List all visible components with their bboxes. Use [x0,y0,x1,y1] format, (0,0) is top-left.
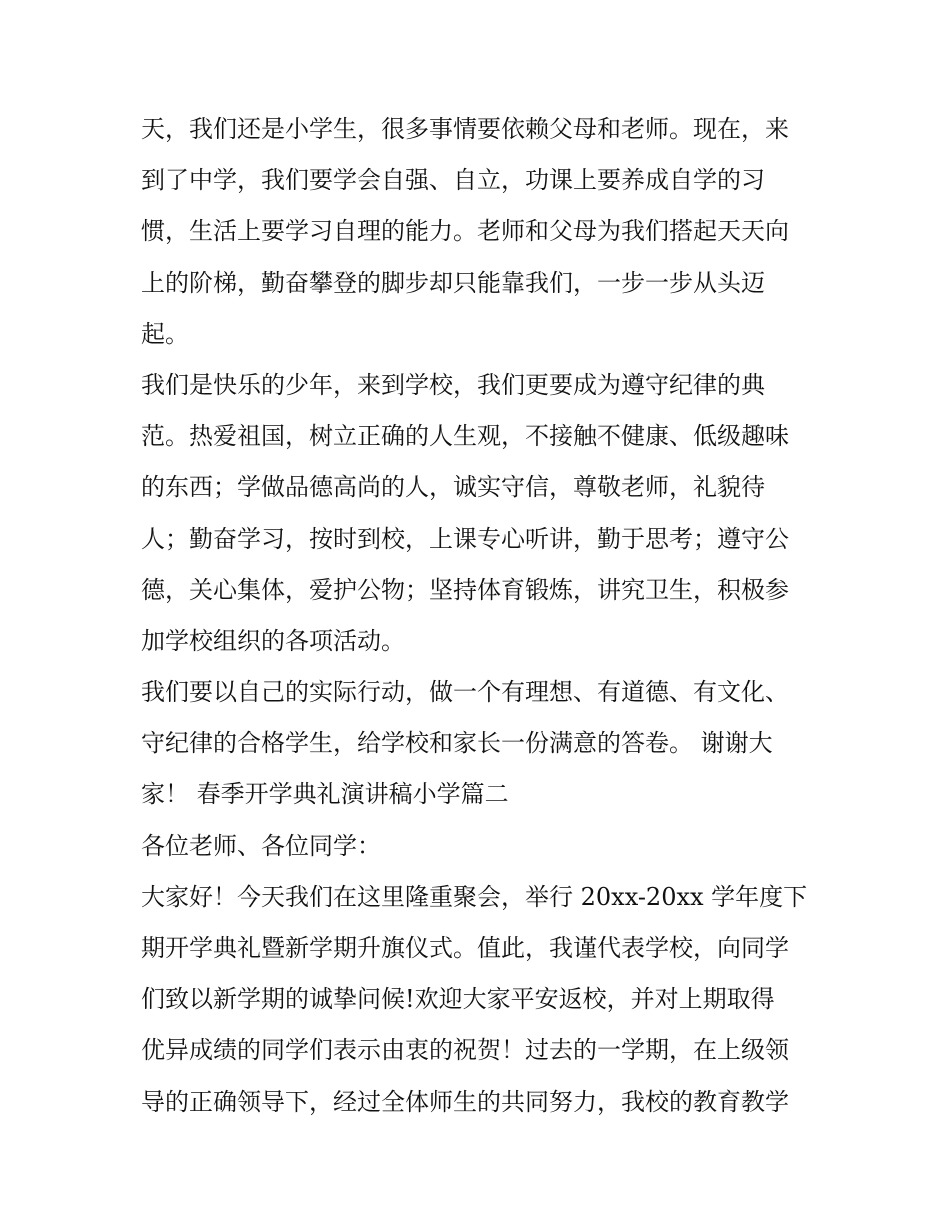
document-body [141,104,811,1128]
text-line: 德，关心集体，爱护公物；坚持体育锻炼，讲究卫生，积极参 [141,575,789,604]
text-line: 我们要以自己的实际行动，做一个有理想、有道德、有文化、 [141,678,789,707]
text-line: 期开学典礼暨新学期升旗仪式。值此，我谨代表学校，向同学 [141,934,789,962]
text-line: 家！ 春季开学典礼演讲稿小学篇二 [141,780,509,809]
text-line: 的东西；学做品德高尚的人，诚实守信，尊敬老师，礼貌待 [141,473,765,502]
text-line: 们致以新学期的诚挚问候!欢迎大家平安返校，并对上期取得 [141,985,775,1014]
text-line: 各位老师、各位同学： [141,831,381,860]
text-line: 到了中学，我们要学会自强、自立，功课上要养成自学的习 [141,166,765,195]
text-line: 上的阶梯，勤奋攀登的脚步却只能靠我们，一步一步从头迈 [141,268,765,297]
text-line: 导的正确领导下，经过全体师生的共同努力，我校的教育教学 [141,1087,789,1116]
text-line: 人；勤奋学习，按时到校，上课专心听讲，勤于思考；遵守公 [141,524,789,553]
text-line: 起。 [141,319,189,348]
text-line: 天，我们还是小学生，很多事情要依赖父母和老师。现在，来 [141,115,789,143]
text-line: 惯，生活上要学习自理的能力。老师和父母为我们搭起天天向 [141,217,789,246]
text-line: 范。热爱祖国，树立正确的人生观，不接触不健康、低级趣味 [141,422,789,451]
text-line: 加学校组织的各项活动。 [141,626,405,655]
text-line: 我们是快乐的少年，来到学校，我们更要成为遵守纪律的典 [141,370,765,399]
text-line: 优异成绩的同学们表示由衷的祝贺！过去的一学期，在上级领 [141,1036,789,1065]
text-line: 守纪律的合格学生，给学校和家长一份满意的答卷。 谢谢大 [141,729,773,758]
text-line: 大家好！今天我们在这里隆重聚会，举行 20xx-20xx 学年度下 [141,882,808,911]
